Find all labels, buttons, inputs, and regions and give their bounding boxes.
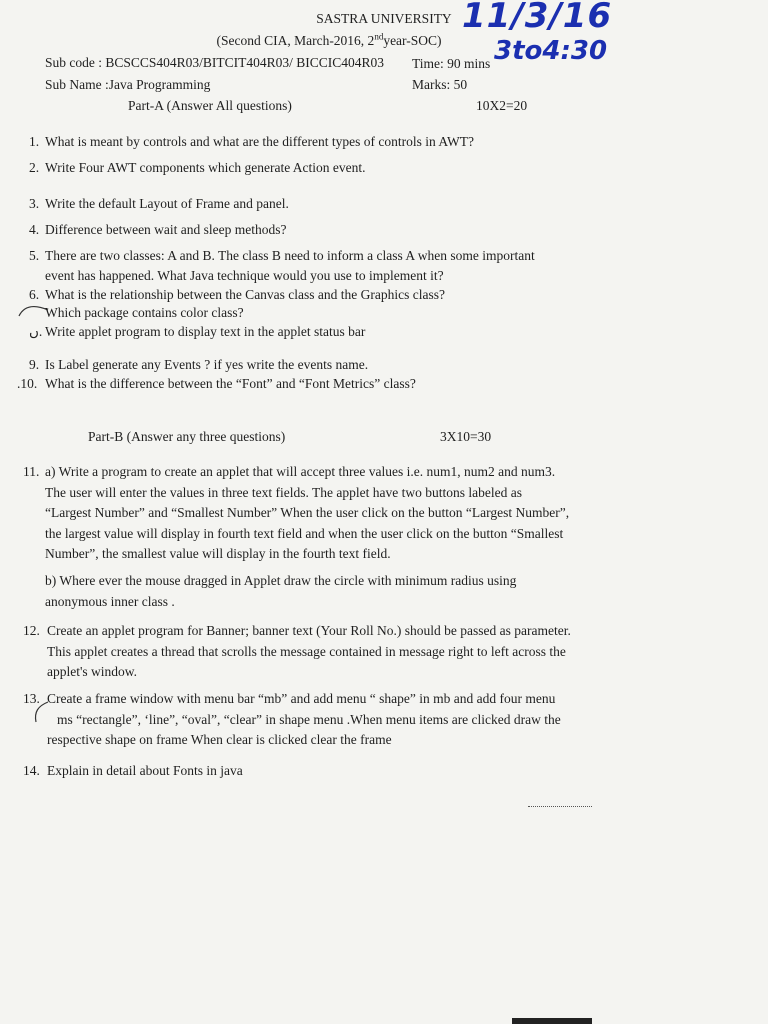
question-number: 6. xyxy=(29,287,40,302)
scan-artifact xyxy=(528,806,592,807)
question-text: Write applet program to display text in the applet status bar xyxy=(45,324,366,339)
question-text: Is Label generate any Events ? if yes write the events name. xyxy=(45,357,369,372)
exam-duration: Time: 90 mins xyxy=(412,56,491,71)
question-number: 1. xyxy=(29,134,40,149)
question-text: Which package contains color class? xyxy=(45,305,244,320)
part-a-marks: 10X2=20 xyxy=(476,98,528,113)
question-text: There are two classes: A and B. The class B need to inform a class A when some important xyxy=(45,248,535,263)
question-number: 13. xyxy=(23,691,40,706)
handwritten-date: 11/3/16 xyxy=(462,0,613,36)
question-number: 2. xyxy=(29,160,40,175)
subject-name: Sub Name :Java Programming xyxy=(45,77,211,92)
question-number: 14. xyxy=(23,763,40,778)
question-text: Explain in detail about Fonts in java xyxy=(47,763,243,778)
university-name: SASTRA UNIVERSITY xyxy=(316,11,452,26)
question-text: event has happened. What Java technique would you use to implement it? xyxy=(45,268,444,283)
total-marks: Marks: 50 xyxy=(412,77,468,92)
question-number: 4. xyxy=(29,222,40,237)
handwritten-time: 3to4:30 xyxy=(494,36,608,66)
question-number: 11. xyxy=(23,464,40,479)
part-b-title: Part-B (Answer any three questions) xyxy=(88,429,286,444)
question-text: Difference between wait and sleep methods? xyxy=(45,222,287,237)
question-text: What is the relationship between the Canvas class and the Graphics class? xyxy=(45,287,445,302)
question-text: Write Four AWT components which generate Action event. xyxy=(45,160,366,175)
question-text: Create an applet program for Banner; banner text (Your Roll No.) should be passed as parameter. This applet creates a thread that scrolls the message contained in message right to left across the applet's window. xyxy=(47,623,571,679)
part-a-title: Part-A (Answer All questions) xyxy=(128,98,292,113)
scan-artifact xyxy=(512,1018,592,1024)
question-number: 9. xyxy=(29,357,40,372)
question-text: Write the default Layout of Frame and panel. xyxy=(45,196,289,211)
question-text: a) Write a program to create an applet that will accept three values i.e. num1, num2 and num3. The user will enter the values in three text fields. The applet have two buttons labeled as “Largest Number” and “Smallest Number” When the user click on the button “Largest Number”, the largest value will display in fourth text field and when the user click on the button “Smallest Number”, the smallest value will display in the fourth text field. xyxy=(45,464,570,561)
question-number: ں. xyxy=(29,324,43,339)
question-number: 3. xyxy=(29,196,40,211)
question-text: b) Where ever the mouse dragged in Applet draw the circle with minimum radius using anonymous inner class . xyxy=(45,573,517,609)
question-text: What is the difference between the “Font” and “Font Metrics” class? xyxy=(45,376,416,391)
subject-code: Sub code : BCSCCS404R03/BITCIT404R03/ BICCIC404R03 xyxy=(45,55,385,70)
question-text: What is meant by controls and what are the different types of controls in AWT? xyxy=(45,134,475,149)
part-b-marks: 3X10=30 xyxy=(440,429,492,444)
question-number: 12. xyxy=(23,623,40,638)
question-text: Create a frame window with menu bar “mb” and add menu “ shape” in mb and add four menu ms “rectangle”, ‘line”, “oval”, “clear” in shape menu .When menu items are clicked draw the respective shape on frame When clear is clicked clear the frame xyxy=(47,691,561,747)
exam-title: (Second CIA, March-2016, 2ndyear-SOC) xyxy=(216,31,442,48)
question-number: 5. xyxy=(29,248,40,263)
question-number: .10. xyxy=(17,376,38,391)
